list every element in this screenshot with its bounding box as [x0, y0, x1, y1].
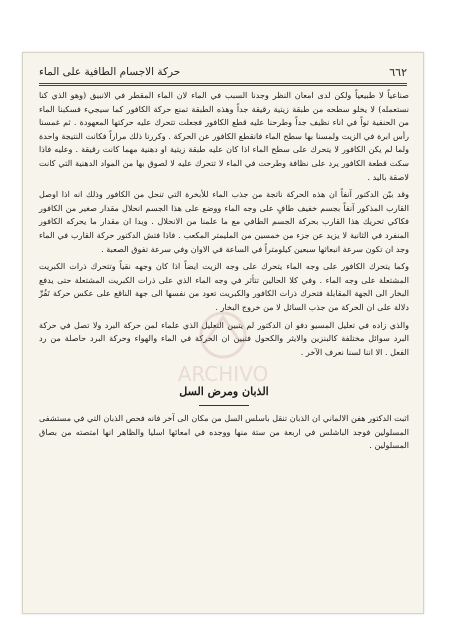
paragraph-1: صناعياً لا طبيعياً ولكن لدى امعان النظر وجدنا السبب في الماء لان الماء المقطر في الانبيق (وهو الذي كنا نستعمله) لا يخلو سطحه من طبقة زيتية رقيقة جداً وهذه الطبقة تمنع حركة الكافور كما سيجيء فسكبنا الماء من الحنفية تواً في اناء نظيف جداً وطرحنا عليه قطع الكافور فجعلت تتحرك عليه حركتها المعهودة . ثم غمسنا رأس ابرة في الزيت ولمسنا بها سطح الماء فانقطع الكافور عن الحركة . وكررنا ذلك مراراً فكانت النتيجة واحدة ولما لم يكن الكافور لا يتحرك على سطح الماء اذا كان عليه طبقة زيتية او دهنية مهما كانت رقيقة . وعليه فاذا سكت قطعة الكافور يرد على نظافة وطرحت في الماء لا تتحرك عليه لا لصوق بها من المواد الدهنية التي كانت لاصقة باليد .	[39, 90, 409, 182]
section-rule	[199, 405, 249, 406]
paragraph-2: وقد بيّن الدكتور آنفاً ان هذه الحركة ناتجة من جذب الماء للأبخرة التي تنحل من الكافور وذلك انه اذا اوصل القارب المذكور آنفاً بجسم خفيف طافٍ على وجه الماء ووضع على هذا الجسم انحلال مقدار صغير من الكافور فكاكي تحريك هذا القارب بحركة الجسم الطافي مع ما علمنا من الانحلال . ويدا ان مقدار ما يحركه الكافور المنفرد في الثانية لا يزيد عن جزء من خمسين من المليمتر المكعب . فاذا فتش الدكتور حركة القارب في الماء وجد ان تكون سرعة انبعاثها سبعين كيلومتراً في الساعة في الاوان وفي سرعة تفوق الصعبة .	[39, 189, 409, 254]
watermark-text: ARCHIVO	[177, 362, 269, 386]
paragraph-4: والذي زاده في تعليل المسيو دفو ان الدكتور لم يتبين التعليل الذي علماء لمن حركة البرد ولا تصل في حركة البرد سوائل مختلفة كالبنزين والايثر والكحول فتبين ان الحركة في الماء والهواء وحركة البرد حاصلة من رد الفعل . الا اننا لسنا نعرف الآخر .	[39, 319, 409, 357]
page-number: ٦٦٢	[389, 65, 407, 79]
document-page	[22, 52, 424, 614]
paragraph-3: وكما يتحرك الكافور على وجه الماء يتحرك على وجه الزيت ايضاً اذا كان وجهه نقياً وتتحرك ذرات الكبريت المشتعلة على وجه الماء . وفي كلا الحالين تتأثر في وجه الماء الذي على ذرات الكبريت المشتعلة حتى يدفع البخار الى الجهة المقابلة فتحرك ذرات الكافور والكبريت تعود من نفسها الى جهة الناقع على عكس حركة تَفُرِّ دلالة على ان الحركة من جذب السائل لا من خروج البخار .	[39, 261, 409, 312]
section-paragraph: اثبت الدكتور هفن الالماني ان الذبان تنقل باسلس السل من مكان الى آخر فانه فحص الذبان التي في مستشفى المسلولين فوجد الباشلس في اربعة من ستة منها ووجده في امعائها اسليا والظاهر انها امتصته من بصاق المسلولين .	[39, 413, 409, 451]
section-title: الذبان ومرض السل	[179, 385, 269, 399]
header-rule	[39, 83, 407, 86]
running-title: حركة الاجسام الطافية على الماء	[39, 66, 181, 78]
page-body	[39, 89, 409, 601]
page-header	[39, 63, 407, 81]
